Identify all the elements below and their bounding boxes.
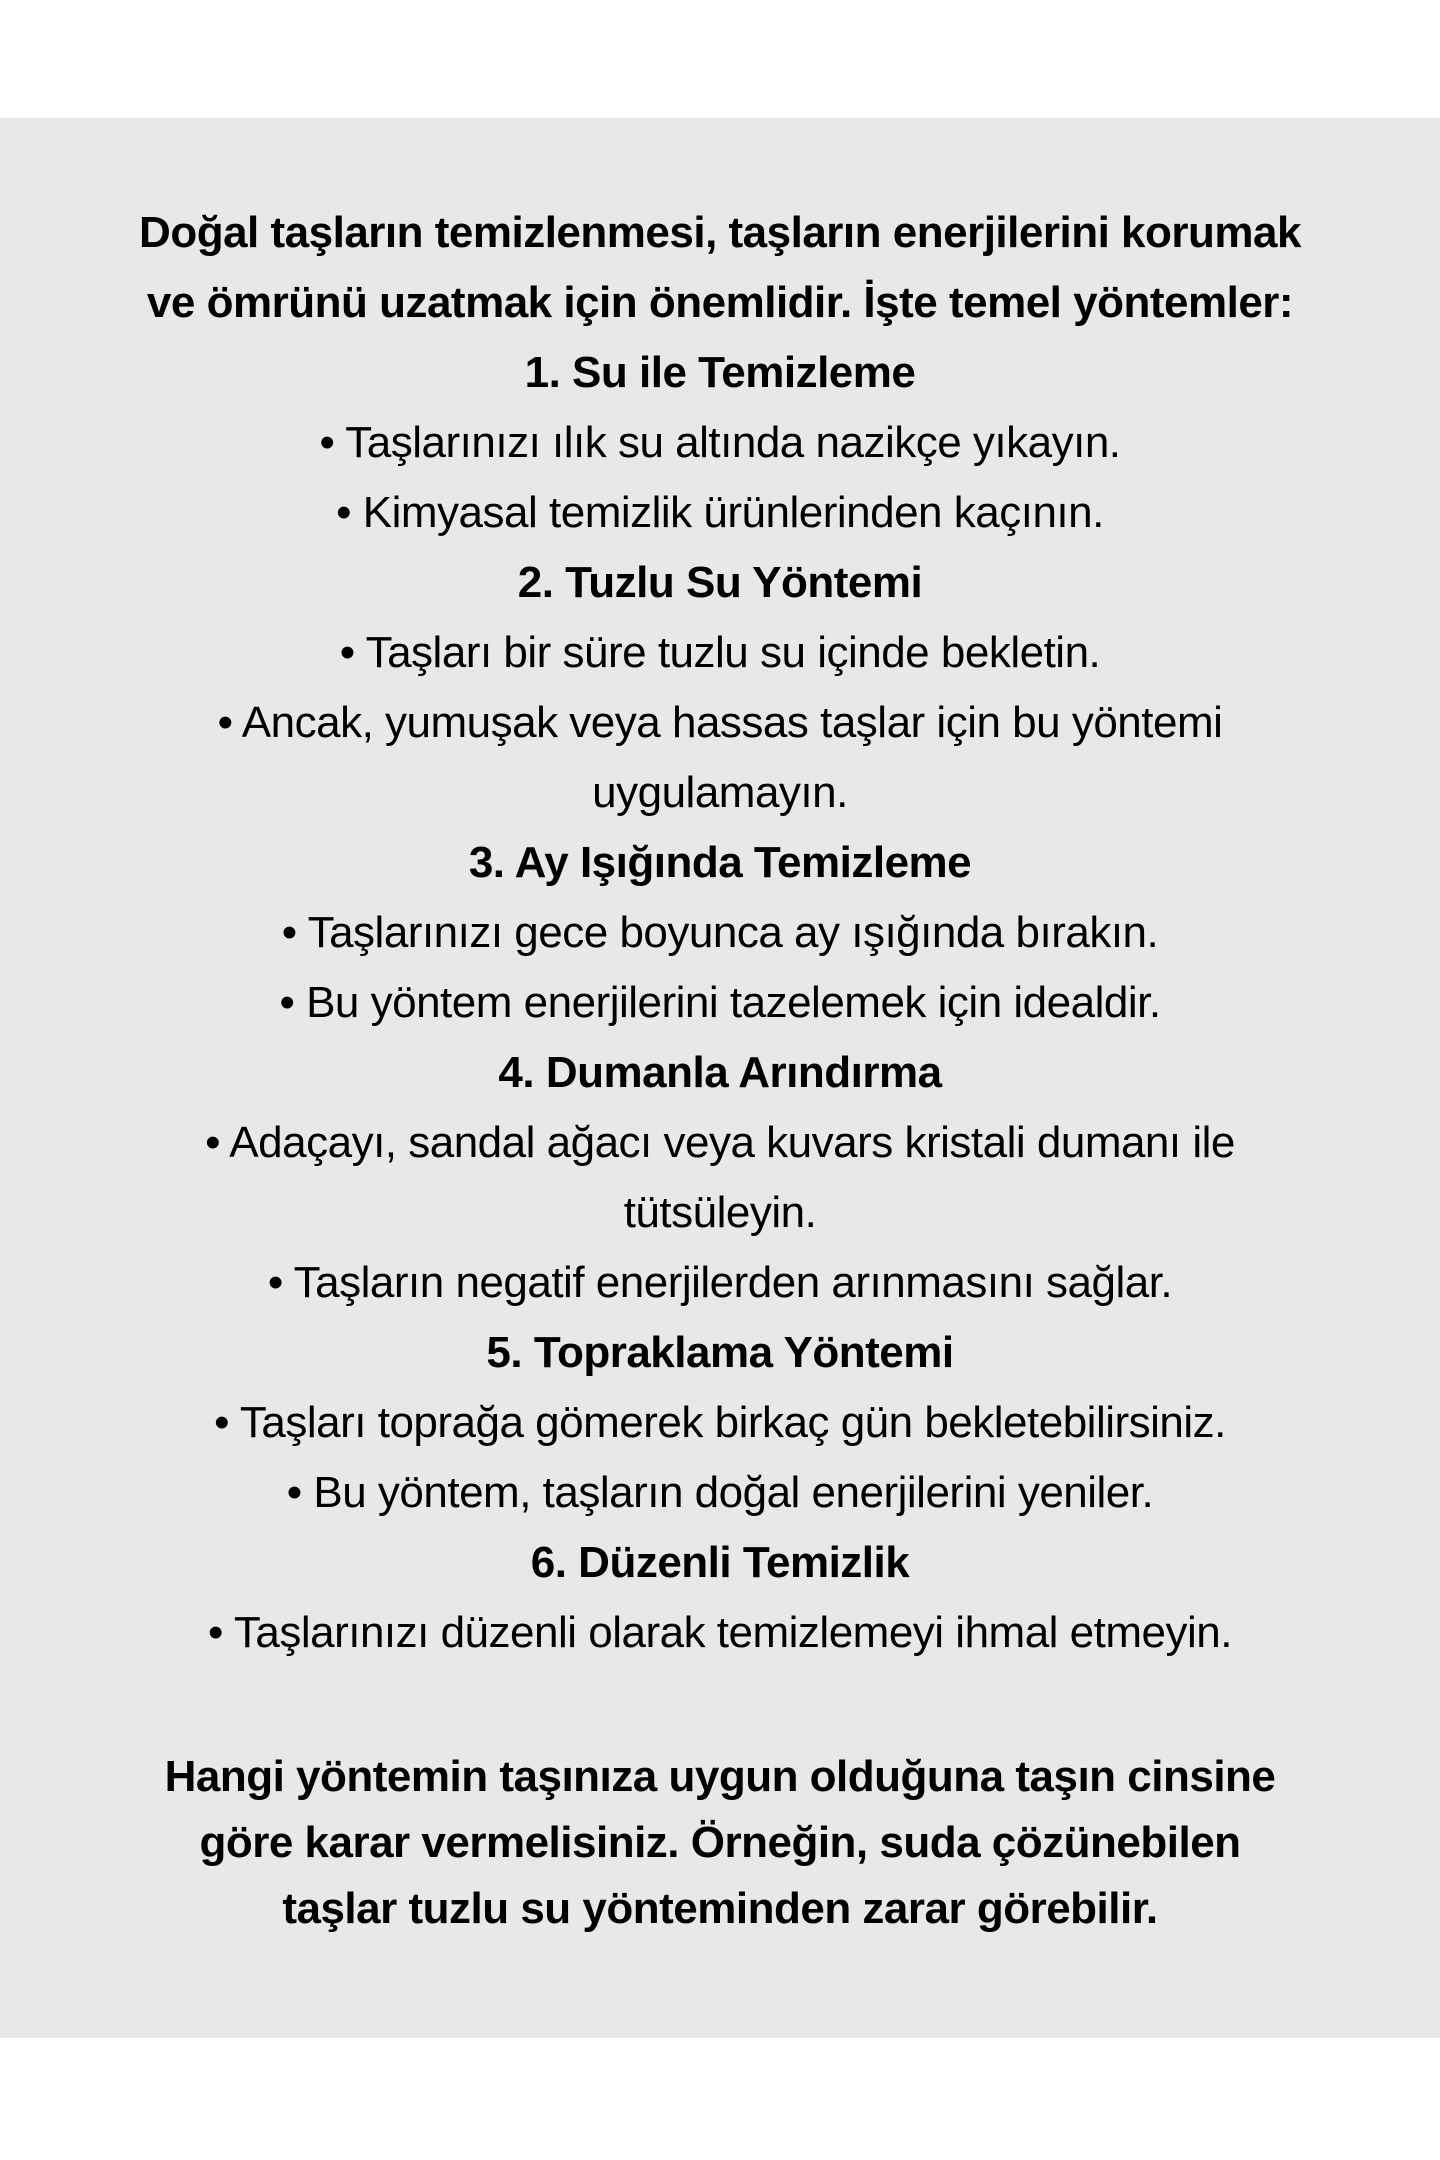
intro-line: Doğal taşların temizlenmesi, taşların enerjilerini korumak <box>139 208 1301 257</box>
section-heading: 2. Tuzlu Su Yöntemi <box>517 558 923 607</box>
bullet-line: • Taşlarınızı düzenli olarak temizlemeyi ihmal etmeyin. <box>208 1608 1232 1657</box>
bullet-line: • Bu yöntem, taşların doğal enerjilerini yeniler. <box>286 1468 1154 1517</box>
bullet-continuation-line: uygulamayın. <box>592 768 848 817</box>
bullet-line: • Ancak, yumuşak veya hassas taşlar için bu yöntemi <box>217 698 1223 747</box>
section-heading: 6. Düzenli Temizlik <box>530 1538 910 1587</box>
bullet-line: • Taşlarınızı gece boyunca ay ışığında bırakın. <box>281 908 1159 957</box>
bullet-line: • Adaçayı, sandal ağacı veya kuvars kristali dumanı ile <box>205 1118 1235 1167</box>
bullet-line: • Taşları toprağa gömerek birkaç gün bekletebilirsiniz. <box>214 1398 1226 1447</box>
bullet-line: • Taşlarınızı ılık su altında nazikçe yıkayın. <box>319 418 1121 467</box>
bullet-line: • Taşları bir süre tuzlu su içinde bekletin. <box>339 628 1101 677</box>
top-white-margin <box>0 0 1440 118</box>
closing-line: Hangi yöntemin taşınıza uygun olduğuna taşın cinsine <box>164 1752 1276 1801</box>
content-panel <box>0 118 1440 2038</box>
bottom-white-margin <box>0 2038 1440 2160</box>
section-heading: 3. Ay Işığında Temizleme <box>468 838 972 887</box>
closing-line: göre karar vermelisiniz. Örneğin, suda çözünebilen <box>199 1818 1241 1867</box>
intro-line: ve ömrünü uzatmak için önemlidir. İşte temel yöntemler: <box>146 278 1294 327</box>
closing-paragraph <box>0 1744 1440 1942</box>
bullet-continuation-line: tütsüleyin. <box>623 1188 817 1237</box>
bullet-line: • Taşların negatif enerjilerden arınmasını sağlar. <box>267 1258 1173 1307</box>
document-text <box>0 198 1440 1942</box>
section-heading: 1. Su ile Temizleme <box>524 348 916 397</box>
bullet-line: • Bu yöntem enerjilerini tazelemek için idealdir. <box>279 978 1161 1027</box>
closing-line: taşlar tuzlu su yönteminden zarar görebilir. <box>282 1884 1158 1933</box>
section-heading: 5. Topraklama Yöntemi <box>486 1328 954 1377</box>
section-heading: 4. Dumanla Arındırma <box>498 1048 942 1097</box>
bullet-line: • Kimyasal temizlik ürünlerinden kaçının. <box>336 488 1104 537</box>
